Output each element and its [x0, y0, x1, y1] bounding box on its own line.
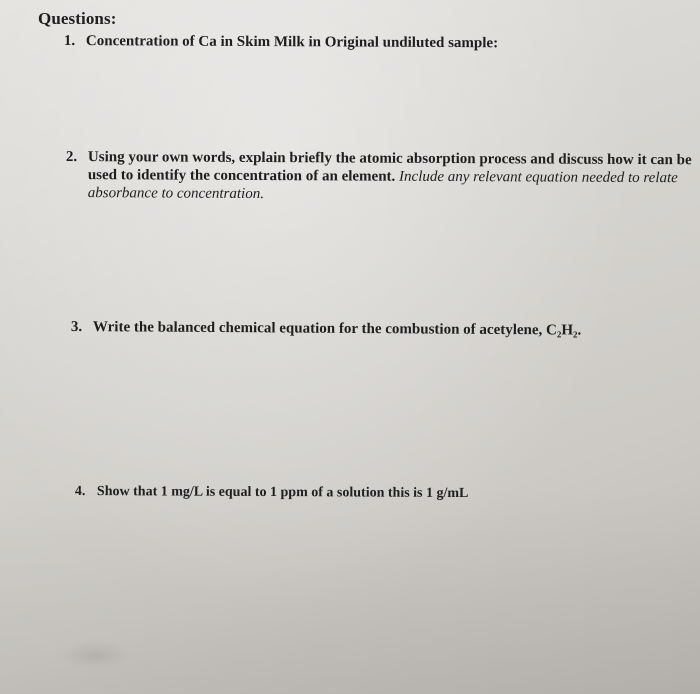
- page-heading: Questions:: [38, 9, 117, 28]
- question-1-number: 1.: [63, 32, 76, 50]
- question-2-line-3-italic: absorbance to concentration.: [87, 185, 265, 203]
- question-4: [75, 483, 469, 503]
- question-3: [71, 318, 582, 340]
- question-2-line-2-bold: used to identify the concentration of an element.: [87, 167, 396, 185]
- question-2-line-1: Using your own words, explain briefly the atomic absorption process and discuss how it can be: [87, 149, 692, 169]
- question-2: [66, 148, 692, 205]
- question-4-text: Show that 1 mg/L is equal to 1 ppm of a solution this is 1 g/mL: [96, 484, 469, 502]
- question-3-text: Write the balanced chemical equation for the combustion of acetylene, C₂H₂.: [92, 319, 582, 339]
- question-2-number: 2.: [65, 148, 78, 166]
- question-4-number: 4.: [74, 484, 86, 500]
- question-3-number: 3.: [70, 318, 83, 336]
- question-1-text: Concentration of Ca in Skim Milk in Original undiluted sample:: [85, 33, 499, 52]
- question-1: [64, 32, 498, 52]
- question-2-line-2-italic: Include any relevant equation needed to relate: [399, 168, 678, 187]
- paper-smudge: [60, 640, 130, 670]
